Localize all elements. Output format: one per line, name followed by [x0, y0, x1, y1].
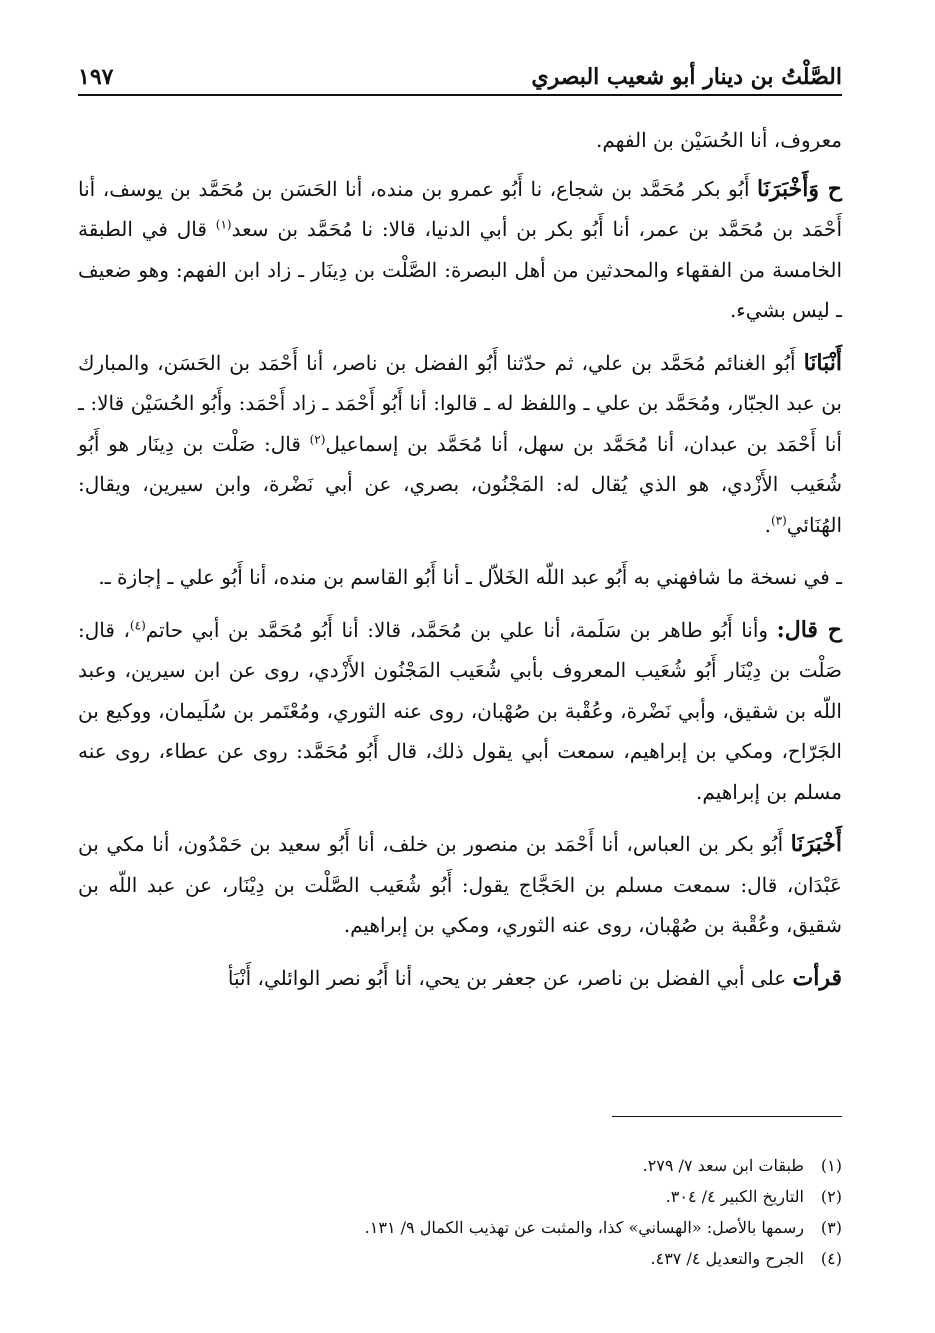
- footnote: [78, 1243, 842, 1274]
- paragraph-text: على أبي الفضل بن ناصر، عن جعفر بن يحي، أنا أَبُو نصر الوائلي، أَنْبَأ: [227, 965, 793, 990]
- isnad-keyword: ح قال:: [776, 616, 842, 643]
- footnote-ref: (٣): [770, 512, 787, 527]
- isnad-keyword: ح وَأَخْبَرَنَا: [757, 175, 842, 202]
- paragraph-text-tail: قال في الطبقة الخامسة من الفقهاء والمحدثين من أهل البصرة: الصَّلْت بن دِينَار ـ زاد ابن الفهم: وهو ضعيف ـ ليس بشيء.: [78, 217, 842, 322]
- paragraph-5: [78, 610, 842, 813]
- paragraph-text: وأنا أَبُو طاهر بن سَلَمة، أنا علي بن مُحَمَّد، قالا: أنا أَبُو مُحَمَّد بن أبي حاتم: [145, 617, 777, 642]
- footnote-ref: (٤): [129, 617, 146, 632]
- footnotes: [78, 1150, 842, 1274]
- paragraph-text: أَبُو بكر بن العباس، أنا أَحْمَد بن منصور بن خلف، أنا أَبُو سعيد بن حَمْدُون، أنا مكي بن عَبْدَان، قال: سمعت مسلم بن الحَجَّاج يقول: أَبُو شُعَيب الصَّلْت بن دِيْنَار، عن عبد اللّه بن شقيق، وعُقْبة بن صُهْبان، روى عنه الثوري، ومكي بن إبراهيم.: [78, 832, 842, 937]
- footnote: [78, 1212, 842, 1243]
- footnote-number: (١): [820, 1156, 842, 1175]
- footnote-text: رسمها بالأصل: «الهساني» كذا، والمثبت عن تهذيب الكمال ٩/ ١٣١.: [364, 1218, 804, 1237]
- footnote: [78, 1181, 842, 1212]
- paragraph-3: [78, 343, 842, 546]
- running-title: الصَّلْتُ بن دينار أبو شعيب البصري: [531, 64, 842, 90]
- paragraph-1: [78, 120, 842, 161]
- paragraph-6: [78, 824, 842, 946]
- footnote-text: التاريخ الكبير ٤/ ٣٠٤.: [665, 1187, 804, 1206]
- footnote-number: (٤): [820, 1249, 842, 1268]
- running-header: [78, 56, 842, 90]
- paragraph-4: [78, 557, 842, 598]
- isnad-keyword: أَخْبَرَنَا: [790, 831, 842, 857]
- paragraph-text: أَبُو الغنائم مُحَمَّد بن علي، ثم حدّثنا أَبُو الفضل بن ناصر، أنا أَحْمَد بن الحَسَن، والمبارك بن عبد الجبّار، ومُحَمَّد بن علي ـ واللفظ له ـ قالوا: أنا أَبُو أَحْمَد ـ زاد أَحْمَد: وأَبُو الحُسَيْن قالا: ـ أنا أَحْمَد بن عبدان، أنا مُحَمَّد بن سهل، أنا مُحَمَّد بن إسماعيل: [78, 350, 842, 456]
- paragraph-text-tail: ، قال: صَلْت بن دِيْنَار أَبُو شُعَيب المعروف بأبي شُعَيب المَجْنُون الأَزْدي، روى عن ابن سيرين، وعبد اللّه بن شقيق، وأبي نَضْرة، وعُقْبة بن صُهْبان، روى عنه الثوري، ومُعْتَمر بن سُلَيمان، ووكيع بن الجَرّاح، ومكي بن إبراهيم، سمعت أبي يقول ذلك، قال أَبُو مُحَمَّد: روى عن عطاء، روى عنه مسلم بن إبراهيم.: [78, 617, 842, 804]
- footnote-text: طبقات ابن سعد ٧/ ٢٧٩.: [642, 1156, 804, 1175]
- footnote-separator: [612, 1116, 842, 1117]
- paragraph-7: [78, 958, 842, 999]
- header-rule: [78, 94, 842, 96]
- page-number: ١٩٧: [78, 64, 114, 90]
- paragraph-text-end: .: [764, 512, 771, 537]
- paragraph-text: معروف، أنا الحُسَيْن بن الفهم.: [596, 128, 842, 152]
- footnote-ref: (٢): [309, 431, 326, 446]
- paragraph-text: أَبُو بكر مُحَمَّد بن شجاع، نا أَبُو عمرو بن منده، أنا الحَسَن بن مُحَمَّد بن يوسف، أنا أَحْمَد بن مُحَمَّد بن عمر، أنا أَبُو بكر بن أبي الدنيا، قالا: نا مُحَمَّد بن سعد: [78, 176, 842, 241]
- footnote-number: (٣): [820, 1218, 842, 1237]
- footnote-text: الجرح والتعديل ٤/ ٤٣٧.: [650, 1249, 804, 1268]
- paragraph-2: [78, 169, 842, 331]
- paragraph-text-tail: قال: صَلْت بن دِينَار هو أَبُو شُعَيب الأَزْدي، هو الذي يُقال له: المَجْنُون، بصري، عن أبي نَضْرة، وابن سيرين، ويقال: الهُنَائي: [78, 431, 842, 537]
- footnote: [78, 1150, 842, 1181]
- footnote-ref: (١): [215, 217, 232, 232]
- isnad-keyword: قرأت: [792, 964, 842, 991]
- isnad-keyword: أَنْبَانَا: [803, 349, 842, 376]
- main-text: [78, 120, 842, 1010]
- footnote-number: (٢): [820, 1187, 842, 1206]
- paragraph-text: ـ في نسخة ما شافهني به أَبُو عبد اللّه الخَلاّل ـ أنا أَبُو القاسم بن منده، أنا أَبُو علي ـ إجازة ـ.: [98, 565, 842, 589]
